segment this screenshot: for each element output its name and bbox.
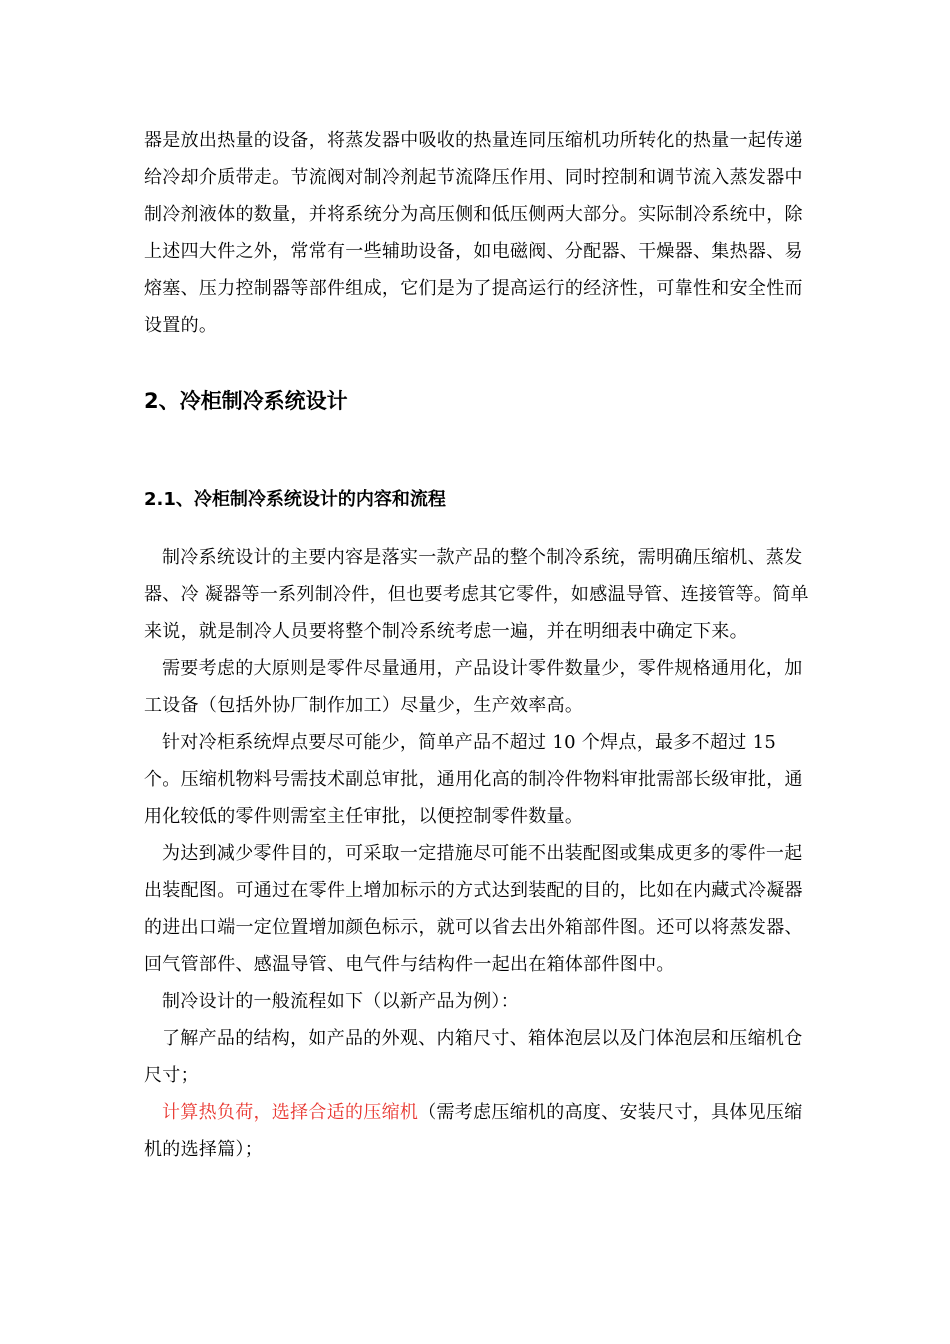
subsection-heading: 2.1、冷柜制冷系统设计的内容和流程 [144, 489, 446, 510]
highlight-text: 计算热负荷，选择合适的压缩机 [162, 1102, 419, 1123]
paragraph-rest-text: （需考虑压缩机的高度、安装尺寸，具体见压缩机的选择篇）； [144, 1102, 803, 1160]
paragraph-structure: 了解产品的结构，如产品的外观、内箱尺寸、箱体泡层以及门体泡层和压缩机仓尺寸； [144, 1028, 803, 1086]
paragraph-principle: 需要考虑的大原则是零件尽量通用，产品设计零件数量少，零件规格通用化，加工设备（包括外协厂制作加工）尽量少，生产效率高。 [144, 658, 803, 716]
body-block [144, 539, 809, 1168]
intro-block [144, 122, 809, 344]
section-heading: 2、冷柜制冷系统设计 [144, 389, 348, 413]
paragraph-weld-points: 针对冷柜系统焊点要尽可能少，简单产品不超过 10 个焊点，最多不超过 15 个。压缩机物料号需技术副总审批，通用化高的制冷件物料审批需部长级审批，通用化较低的零件则需室主任审批，以便控制零件数量。 [144, 732, 803, 827]
paragraph-assembly-drawing: 为达到减少零件目的，可采取一定措施尽可能不出装配图或集成更多的零件一起出装配图。可通过在零件上增加标示的方式达到装配的目的，比如在内藏式冷凝器的进出口端一定位置增加颜色标示，就可以省去出外箱部件图。还可以将蒸发器、回气管部件、感温导管、电气件与结构件一起出在箱体部件图中。 [144, 843, 803, 975]
paragraph-process-intro: 制冷设计的一般流程如下（以新产品为例）： [162, 991, 519, 1012]
paragraph-content-scope: 制冷系统设计的主要内容是落实一款产品的整个制冷系统，需明确压缩机、蒸发器、冷 凝器等一系列制冷件，但也要考虑其它零件，如感温导管、连接管等。简单来说，就是制冷人员要将整个制冷系统考虑一遍，并在明细表中确定下来。 [144, 547, 809, 642]
intro-paragraph: 器是放出热量的设备，将蒸发器中吸收的热量连同压缩机功所转化的热量一起传递给冷却介质带走。节流阀对制冷剂起节流降压作用、同时控制和调节流入蒸发器中制冷剂液体的数量，并将系统分为高压侧和低压侧两大部分。实际制冷系统中，除上述四大件之外，常常有一些辅助设备，如电磁阀、分配器、干燥器、集热器、易熔塞、压力控制器等部件组成，它们是为了提高运行的经济性，可靠性和安全性而设置的。 [144, 130, 803, 336]
paragraph-heat-load [144, 1094, 809, 1168]
